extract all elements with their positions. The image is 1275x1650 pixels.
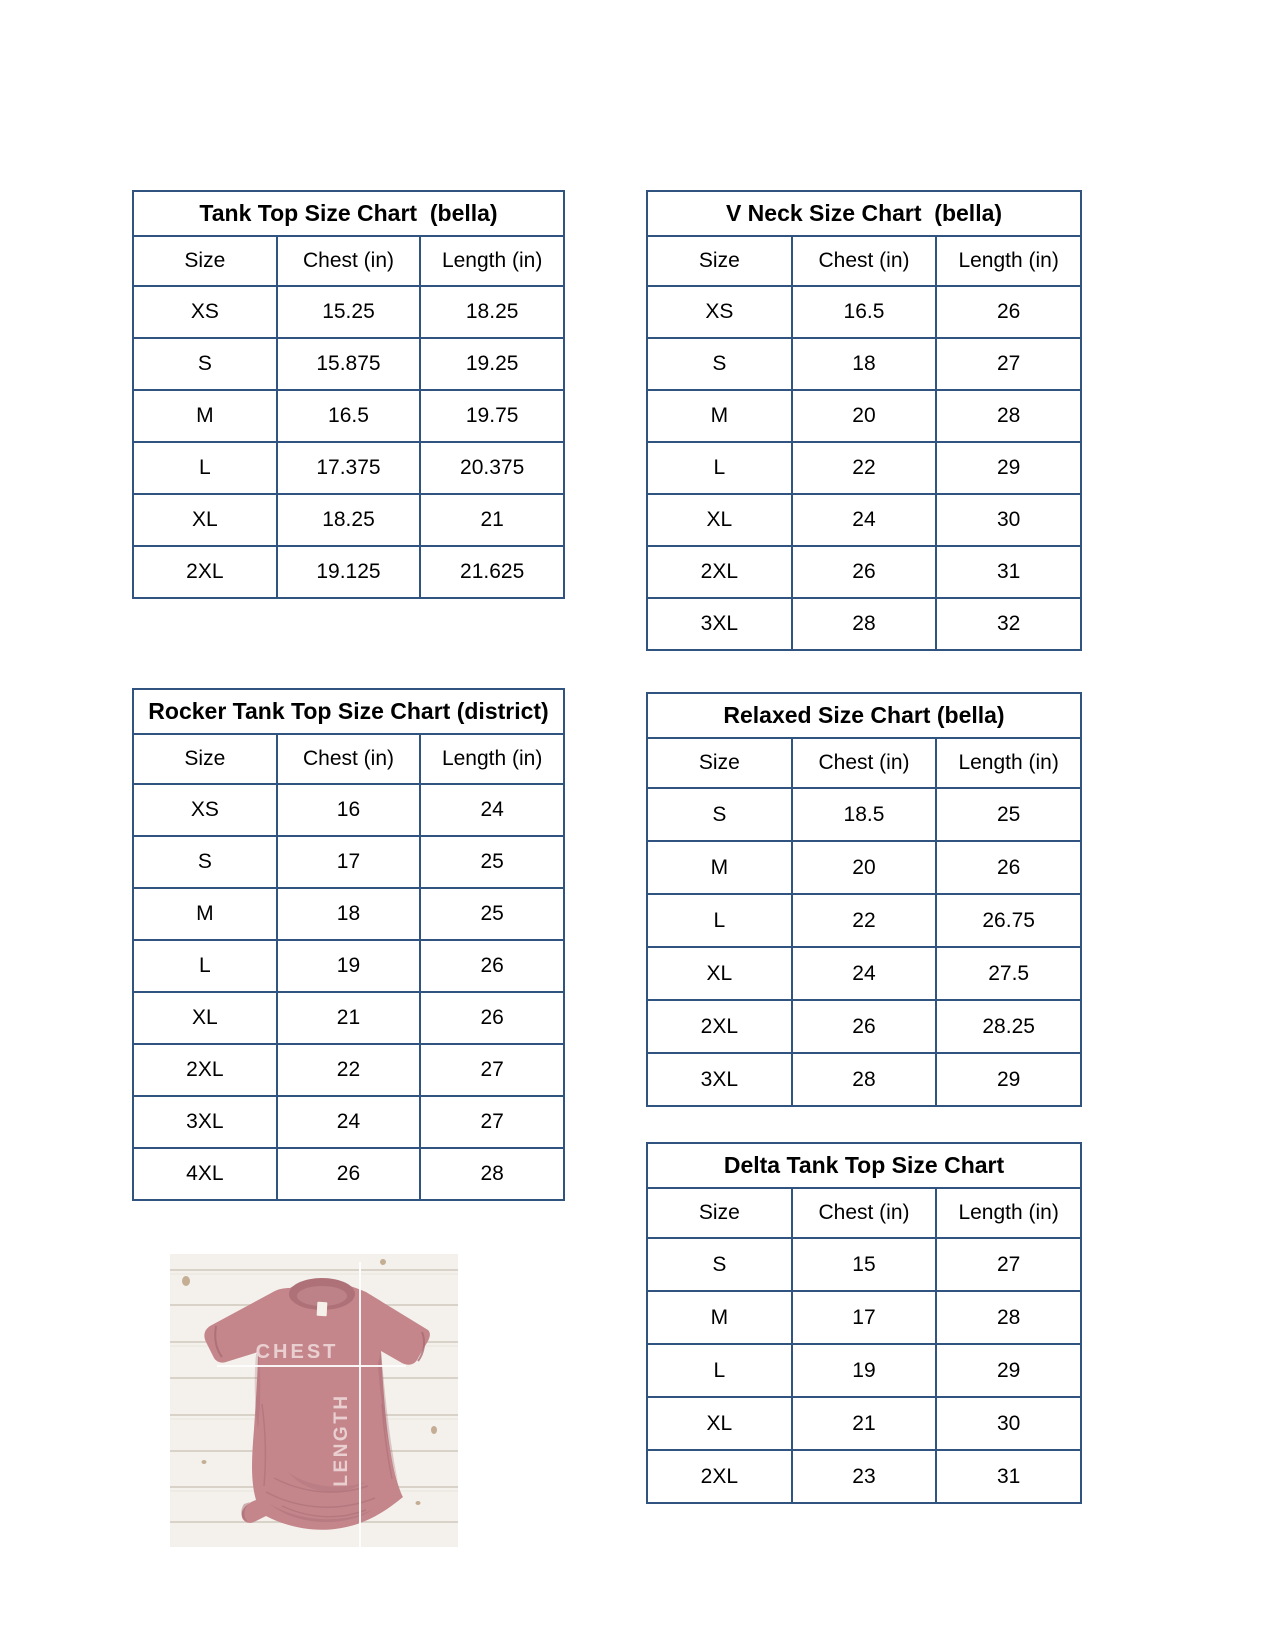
table-cell: 2XL bbox=[133, 546, 277, 598]
table-cell: 32 bbox=[936, 598, 1081, 650]
table-cell: 15 bbox=[792, 1238, 937, 1291]
column-header: Length (in) bbox=[420, 236, 564, 286]
table-cell: 21.625 bbox=[420, 546, 564, 598]
table-cell: 29 bbox=[936, 442, 1081, 494]
table-cell: 27.5 bbox=[936, 947, 1081, 1000]
table-cell: 20 bbox=[792, 841, 937, 894]
table-cell: 26 bbox=[420, 940, 564, 992]
table-cell: 19 bbox=[277, 940, 421, 992]
table-cell: 18 bbox=[277, 888, 421, 940]
table-cell: 16 bbox=[277, 784, 421, 836]
table-cell: 20.375 bbox=[420, 442, 564, 494]
table-cell: 2XL bbox=[647, 1000, 792, 1053]
column-header: Size bbox=[133, 734, 277, 784]
table-cell: 25 bbox=[420, 836, 564, 888]
rocker-tank-top-size-chart bbox=[132, 688, 565, 1201]
column-header: Chest (in) bbox=[792, 236, 937, 286]
table-cell: 26 bbox=[792, 546, 937, 598]
table-row bbox=[133, 784, 564, 836]
column-header: Length (in) bbox=[936, 1188, 1081, 1238]
table-row bbox=[647, 1397, 1081, 1450]
table-cell: XL bbox=[647, 1397, 792, 1450]
shirt-tag bbox=[317, 1302, 328, 1317]
table-cell: 31 bbox=[936, 1450, 1081, 1503]
table-cell: L bbox=[647, 894, 792, 947]
column-header: Chest (in) bbox=[277, 734, 421, 784]
table-cell: M bbox=[647, 1291, 792, 1344]
table-row bbox=[133, 888, 564, 940]
table-cell: 17.375 bbox=[277, 442, 421, 494]
column-header: Size bbox=[133, 236, 277, 286]
rocker-tank-top-table bbox=[132, 688, 565, 1201]
column-header: Chest (in) bbox=[277, 236, 421, 286]
table-cell: M bbox=[133, 888, 277, 940]
tshirt-measurement-photo bbox=[170, 1254, 458, 1547]
table-cell: S bbox=[647, 338, 792, 390]
table-cell: 23 bbox=[792, 1450, 937, 1503]
table-cell: 30 bbox=[936, 494, 1081, 546]
table-cell: 27 bbox=[420, 1044, 564, 1096]
table-cell: 19.75 bbox=[420, 390, 564, 442]
table-cell: XL bbox=[647, 494, 792, 546]
table-cell: 27 bbox=[420, 1096, 564, 1148]
table-row bbox=[133, 390, 564, 442]
table-row bbox=[133, 836, 564, 888]
table-cell: 28 bbox=[936, 390, 1081, 442]
relaxed-size-chart bbox=[646, 692, 1082, 1107]
table-title: Tank Top Size Chart (bella) bbox=[133, 191, 564, 236]
table-cell: 16.5 bbox=[277, 390, 421, 442]
table-cell: 27 bbox=[936, 338, 1081, 390]
table-row bbox=[133, 338, 564, 390]
table-cell: 17 bbox=[277, 836, 421, 888]
table-cell: 26 bbox=[936, 286, 1081, 338]
table-row bbox=[133, 940, 564, 992]
table-cell: 16.5 bbox=[792, 286, 937, 338]
table-cell: 26 bbox=[277, 1148, 421, 1200]
table-cell: 22 bbox=[792, 894, 937, 947]
table-title: V Neck Size Chart (bella) bbox=[647, 191, 1081, 236]
table-cell: 17 bbox=[792, 1291, 937, 1344]
table-row bbox=[647, 1450, 1081, 1503]
table-cell: L bbox=[133, 442, 277, 494]
table-cell: XS bbox=[133, 784, 277, 836]
table-cell: 31 bbox=[936, 546, 1081, 598]
table-row bbox=[647, 442, 1081, 494]
table-cell: L bbox=[647, 1344, 792, 1397]
table-cell: 18.25 bbox=[420, 286, 564, 338]
table-cell: XL bbox=[133, 992, 277, 1044]
table-row bbox=[647, 788, 1081, 841]
table-cell: 26 bbox=[936, 841, 1081, 894]
column-header: Size bbox=[647, 236, 792, 286]
column-header: Size bbox=[647, 1188, 792, 1238]
table-cell: 28 bbox=[936, 1291, 1081, 1344]
column-header: Length (in) bbox=[420, 734, 564, 784]
relaxed-table bbox=[646, 692, 1082, 1107]
table-cell: S bbox=[133, 836, 277, 888]
table-cell: 2XL bbox=[647, 1450, 792, 1503]
table-row bbox=[133, 1096, 564, 1148]
table-cell: 25 bbox=[936, 788, 1081, 841]
table-title: Rocker Tank Top Size Chart (district) bbox=[133, 689, 564, 734]
table-cell: 18.5 bbox=[792, 788, 937, 841]
chest-label: CHEST bbox=[255, 1341, 339, 1363]
table-row bbox=[647, 390, 1081, 442]
table-cell: M bbox=[647, 390, 792, 442]
table-cell: L bbox=[133, 940, 277, 992]
column-header: Length (in) bbox=[936, 236, 1081, 286]
table-title: Relaxed Size Chart (bella) bbox=[647, 693, 1081, 738]
table-row bbox=[647, 286, 1081, 338]
table-cell: 20 bbox=[792, 390, 937, 442]
table-row bbox=[647, 598, 1081, 650]
table-title: Delta Tank Top Size Chart bbox=[647, 1143, 1081, 1188]
table-cell: 19.25 bbox=[420, 338, 564, 390]
delta-tank-top-table bbox=[646, 1142, 1082, 1504]
table-cell: 24 bbox=[277, 1096, 421, 1148]
table-cell: 19 bbox=[792, 1344, 937, 1397]
table-cell: 28 bbox=[792, 598, 937, 650]
table-row bbox=[133, 442, 564, 494]
table-cell: 27 bbox=[936, 1238, 1081, 1291]
table-cell: 24 bbox=[420, 784, 564, 836]
table-cell: M bbox=[133, 390, 277, 442]
table-cell: 26.75 bbox=[936, 894, 1081, 947]
table-cell: 4XL bbox=[133, 1148, 277, 1200]
table-row bbox=[647, 1238, 1081, 1291]
table-row bbox=[647, 894, 1081, 947]
table-row bbox=[647, 546, 1081, 598]
tank-top-table bbox=[132, 190, 565, 599]
table-cell: 3XL bbox=[647, 598, 792, 650]
table-cell: 18 bbox=[792, 338, 937, 390]
table-row bbox=[647, 338, 1081, 390]
table-cell: 28 bbox=[420, 1148, 564, 1200]
table-cell: 2XL bbox=[133, 1044, 277, 1096]
v-neck-size-chart bbox=[646, 190, 1082, 651]
column-header: Chest (in) bbox=[792, 738, 937, 788]
table-cell: 22 bbox=[792, 442, 937, 494]
table-cell: 29 bbox=[936, 1344, 1081, 1397]
table-cell: 22 bbox=[277, 1044, 421, 1096]
table-cell: XL bbox=[133, 494, 277, 546]
table-row bbox=[133, 992, 564, 1044]
table-row bbox=[133, 1044, 564, 1096]
table-cell: 24 bbox=[792, 947, 937, 1000]
table-row bbox=[647, 841, 1081, 894]
column-header: Size bbox=[647, 738, 792, 788]
table-cell: 25 bbox=[420, 888, 564, 940]
column-header: Length (in) bbox=[936, 738, 1081, 788]
table-cell: XL bbox=[647, 947, 792, 1000]
table-row bbox=[133, 1148, 564, 1200]
v-neck-table bbox=[646, 190, 1082, 651]
table-row bbox=[647, 1000, 1081, 1053]
table-cell: 18.25 bbox=[277, 494, 421, 546]
table-row bbox=[647, 1053, 1081, 1106]
length-label: LENGTH bbox=[331, 1393, 352, 1487]
table-row bbox=[133, 286, 564, 338]
table-cell: 24 bbox=[792, 494, 937, 546]
table-row bbox=[647, 1344, 1081, 1397]
table-cell: 15.25 bbox=[277, 286, 421, 338]
table-cell: S bbox=[647, 1238, 792, 1291]
table-cell: 28 bbox=[792, 1053, 937, 1106]
table-cell: 29 bbox=[936, 1053, 1081, 1106]
table-cell: 2XL bbox=[647, 546, 792, 598]
table-row bbox=[133, 546, 564, 598]
table-cell: 21 bbox=[277, 992, 421, 1044]
table-cell: 26 bbox=[420, 992, 564, 1044]
table-cell: 21 bbox=[420, 494, 564, 546]
table-cell: 21 bbox=[792, 1397, 937, 1450]
table-cell: XS bbox=[647, 286, 792, 338]
table-cell: 28.25 bbox=[936, 1000, 1081, 1053]
table-row bbox=[647, 1291, 1081, 1344]
table-cell: 30 bbox=[936, 1397, 1081, 1450]
column-header: Chest (in) bbox=[792, 1188, 937, 1238]
table-cell: M bbox=[647, 841, 792, 894]
table-cell: S bbox=[133, 338, 277, 390]
tank-top-size-chart bbox=[132, 190, 565, 599]
table-cell: XS bbox=[133, 286, 277, 338]
table-row bbox=[647, 947, 1081, 1000]
delta-tank-top-size-chart bbox=[646, 1142, 1082, 1504]
table-cell: 3XL bbox=[647, 1053, 792, 1106]
table-cell: L bbox=[647, 442, 792, 494]
table-cell: 15.875 bbox=[277, 338, 421, 390]
table-cell: S bbox=[647, 788, 792, 841]
table-cell: 3XL bbox=[133, 1096, 277, 1148]
table-cell: 26 bbox=[792, 1000, 937, 1053]
table-row bbox=[647, 494, 1081, 546]
table-cell: 19.125 bbox=[277, 546, 421, 598]
table-row bbox=[133, 494, 564, 546]
